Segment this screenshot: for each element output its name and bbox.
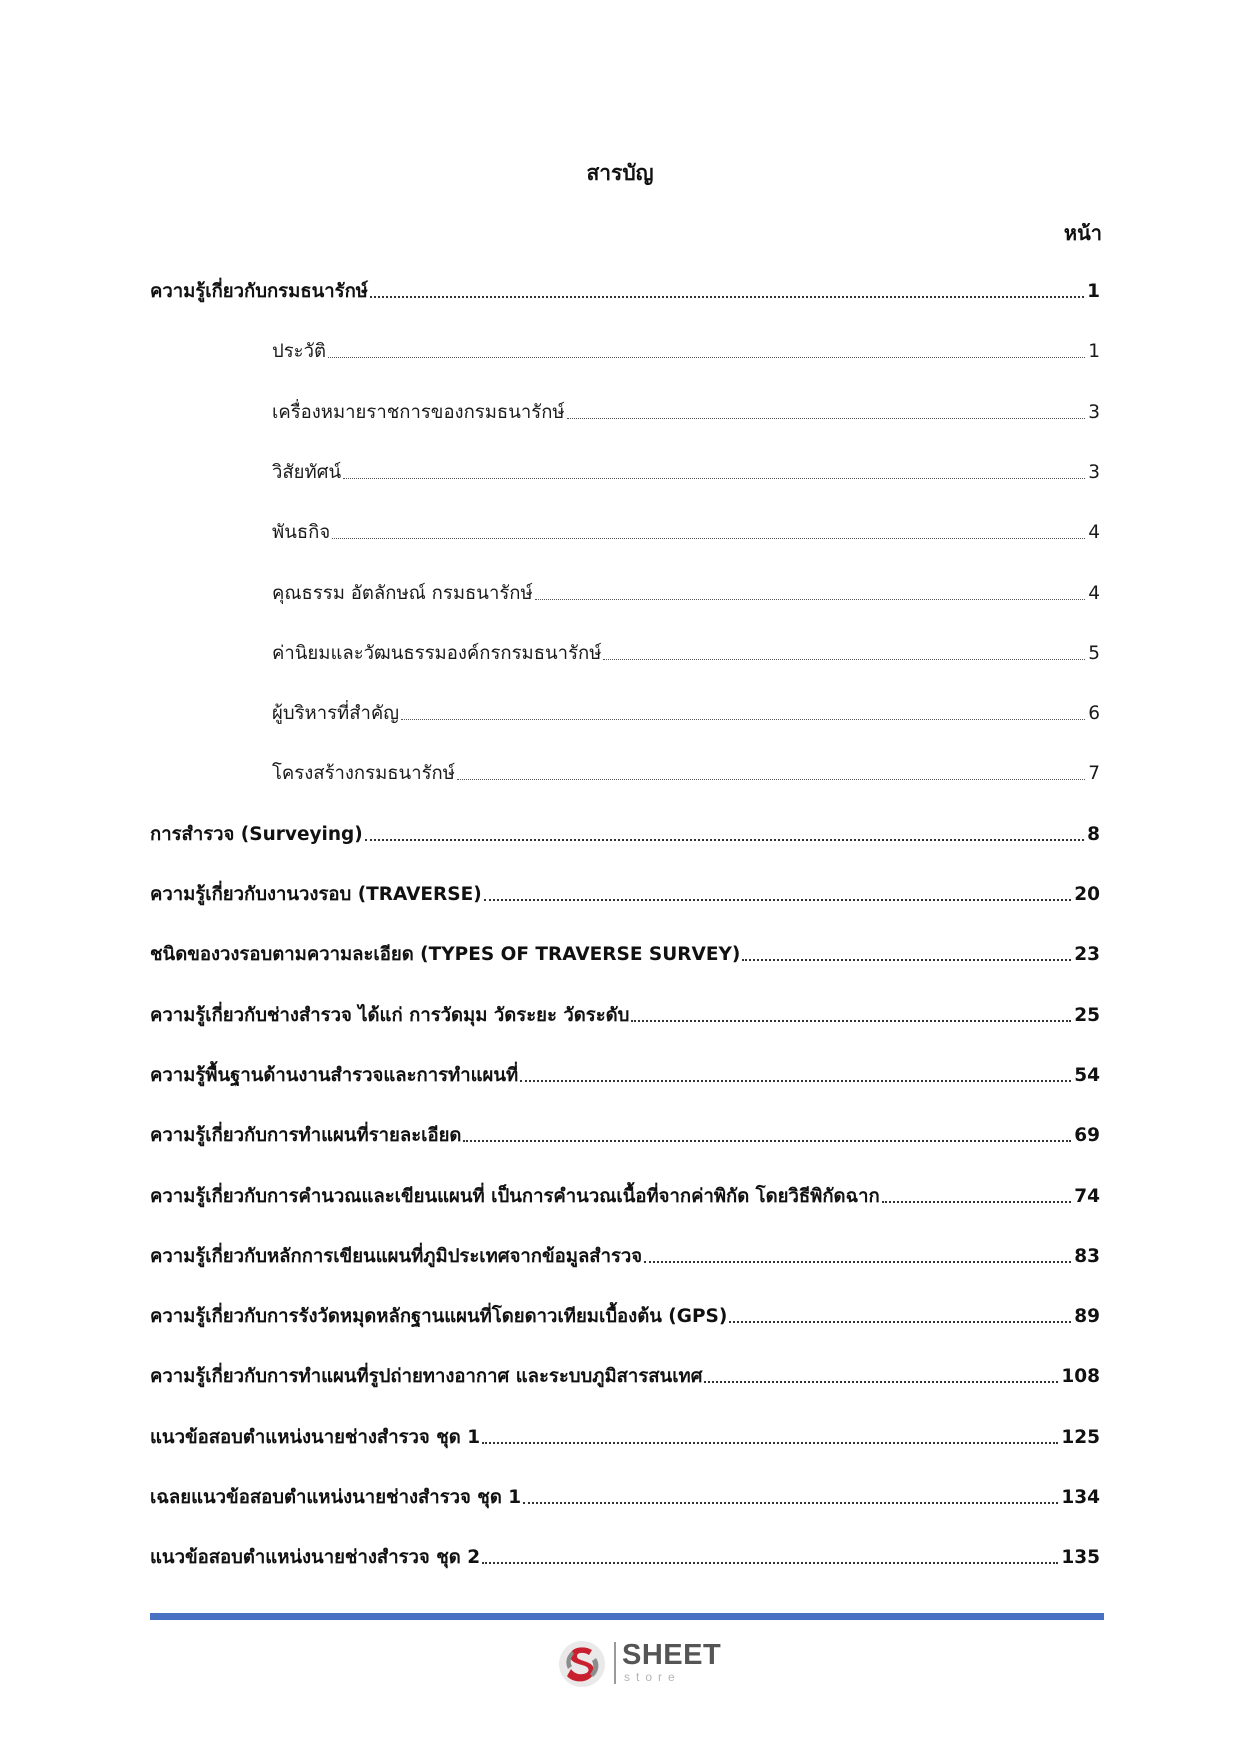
toc-entry-page: 23 [1074,944,1100,966]
toc-entry [150,1118,1100,1150]
toc-subentry [272,636,1100,668]
logo-subtext: store [624,1670,681,1684]
dot-leader [567,418,1086,419]
toc-entry-page: 54 [1074,1064,1100,1086]
toc-entry-title: ความรู้เกี่ยวกับช่างสำรวจ ได้แก่ การวัดมุม วัดระยะ วัดระดับ [150,1004,630,1026]
logo-divider [614,1642,616,1684]
toc-entry-page: 4 [1088,522,1100,544]
toc-entry-title: การสำรวจ (Surveying) [150,823,363,845]
dot-leader [882,1201,1071,1203]
dot-leader [603,659,1085,660]
sheet-store-s-logo-icon [556,1638,608,1690]
dot-leader [644,1261,1071,1263]
dot-leader [482,1442,1058,1444]
toc-subentry [272,515,1100,547]
footer-logo [556,1636,726,1692]
toc-entry [150,274,1100,306]
toc-entry [150,1179,1100,1211]
toc-entry-page: 4 [1088,582,1100,604]
toc-entry [150,998,1100,1030]
dot-leader [365,839,1084,841]
toc-entry-title: แนวข้อสอบตำแหน่งนายช่างสำรวจ ชุด 1 [150,1426,481,1448]
logo-text: SHEET [622,1639,722,1671]
toc-entry-page: 20 [1074,884,1100,905]
toc-entry-title: ความรู้เกี่ยวกับการทำแผนที่รายละเอียด [150,1125,462,1147]
toc-entry-title: เครื่องหมายราชการของกรมธนารักษ์ [272,401,565,423]
dot-leader [631,1020,1071,1022]
toc-entry-title: ความรู้พื้นฐานด้านงานสำรวจและการทำแผนที่ [150,1064,519,1086]
toc-entry-page: 83 [1074,1245,1100,1267]
toc-entry [150,937,1100,969]
toc-entry-title: ความรู้เกี่ยวกับการคำนวณและเขียนแผนที่ เป็นการคำนวณเนื้อที่จากค่าพิกัด โดยวิธีพิกัดฉาก [150,1185,880,1207]
dot-leader [463,1140,1071,1142]
toc-entry-title: ประวัติ [272,341,327,363]
page-column-label: หน้า [1063,221,1102,245]
toc-entry [150,1540,1100,1572]
toc-subentry [272,576,1100,608]
dot-leader [343,478,1085,479]
toc-entry [150,1480,1100,1512]
dot-leader [520,1080,1071,1082]
toc-entry-page: 1 [1087,281,1100,302]
dot-leader [704,1381,1058,1383]
toc-entry-page: 69 [1074,1125,1100,1147]
toc-entry-page: 3 [1088,461,1100,483]
toc-entry-page: 25 [1074,1004,1100,1026]
toc-subentry [272,696,1100,728]
toc-entry-page: 89 [1074,1306,1100,1328]
toc-entry-title: ความรู้เกี่ยวกับกรมธนารักษ์ [150,281,368,302]
toc-entry-title: ค่านิยมและวัฒนธรรมองค์กรกรมธนารักษ์ [272,642,602,664]
dot-leader [482,1562,1058,1564]
toc-entry [150,1058,1100,1090]
toc-subentry [272,455,1100,487]
dot-leader [729,1321,1071,1323]
toc-entry [150,1359,1100,1391]
toc-entry-title: แนวข้อสอบตำแหน่งนายช่างสำรวจ ชุด 2 [150,1547,481,1569]
toc-entry-title: ชนิดของวงรอบตามความละเอียด (TYPES OF TRAVERSE SURVEY) [150,944,741,966]
dot-leader [370,296,1084,298]
toc-entry-page: 74 [1074,1185,1100,1207]
toc-subentry [272,756,1100,788]
toc-entry [150,877,1100,909]
dot-leader [401,719,1085,720]
footer-rule [150,1613,1104,1620]
dot-leader [332,538,1085,539]
toc-entry-title: พันธกิจ [272,522,331,544]
toc-entry-title: คุณธรรม อัตลักษณ์ กรมธนารักษ์ [272,582,533,604]
toc-entry [150,1420,1100,1452]
toc-entry [150,817,1100,849]
dot-leader [742,959,1071,961]
toc-entry-title: เฉลยแนวข้อสอบตำแหน่งนายช่างสำรวจ ชุด 1 [150,1487,522,1508]
toc-entry [150,1239,1100,1271]
toc-entry-title: วิสัยทัศน์ [272,461,342,483]
toc-heading: สารบัญ [586,161,654,185]
dot-leader [457,779,1085,780]
dot-leader [535,599,1086,600]
dot-leader [523,1502,1058,1504]
toc-entry-page: 7 [1088,763,1100,785]
toc-entry-page: 134 [1061,1487,1100,1508]
toc-entry-title: ความรู้เกี่ยวกับหลักการเขียนแผนที่ภูมิประเทศจากข้อมูลสำรวจ [150,1245,643,1267]
toc-entry-title: ความรู้เกี่ยวกับงานวงรอบ (TRAVERSE) [150,884,482,905]
toc-entry [150,1299,1100,1331]
toc-subentry [272,334,1100,366]
toc-entry-title: ความรู้เกี่ยวกับการทำแผนที่รูปถ่ายทางอากาศ และระบบภูมิสารสนเทศ [150,1366,703,1388]
dot-leader [328,357,1085,358]
toc-entry-page: 108 [1061,1366,1100,1388]
toc-entry-page: 5 [1088,642,1100,664]
toc-entry-page: 125 [1061,1426,1100,1448]
toc-entry-page: 8 [1087,823,1100,845]
toc-subentry [272,395,1100,427]
dot-leader [484,899,1072,901]
toc-entry-title: ความรู้เกี่ยวกับการรังวัดหมุดหลักฐานแผนที่โดยดาวเทียมเบื้องต้น (GPS) [150,1306,728,1328]
toc-entry-title: ผู้บริหารที่สำคัญ [272,703,400,725]
toc-entry-page: 6 [1088,703,1100,725]
toc-entry-page: 1 [1088,341,1100,363]
toc-entry-page: 3 [1088,401,1100,423]
toc-entry-page: 135 [1061,1547,1100,1569]
toc-entry-title: โครงสร้างกรมธนารักษ์ [272,763,455,785]
